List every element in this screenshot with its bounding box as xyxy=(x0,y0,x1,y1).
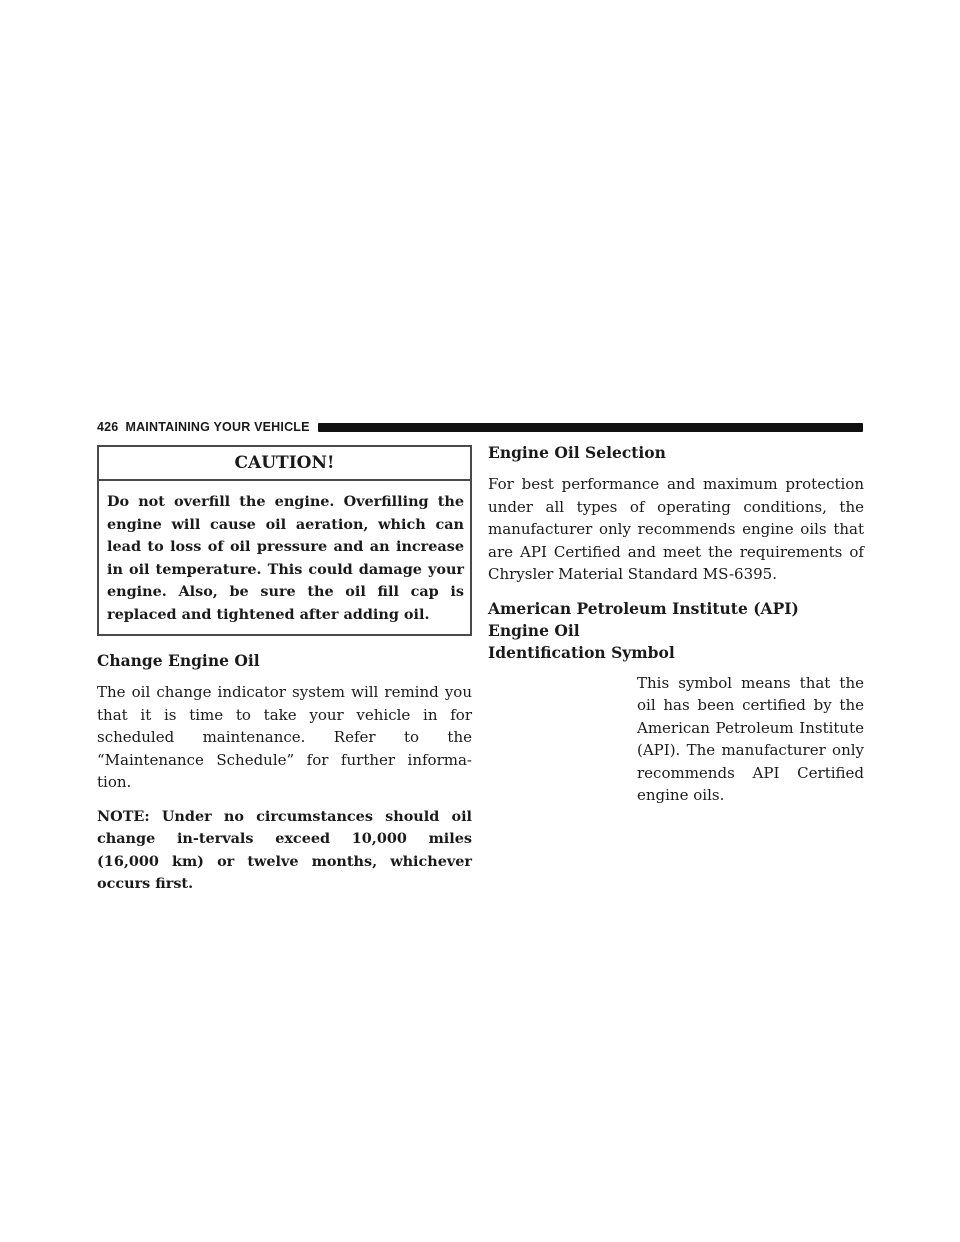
api-heading-line1: American Petroleum Institute (API) Engine Oil xyxy=(488,598,799,640)
oil-selection-text: For best performance and maximum protection under all types of operating conditions, the manufacturer only recommends engine oils that are API Certified and meet the requirements of Chrysler Material Standard MS-6395. xyxy=(488,475,864,583)
header-rule xyxy=(318,423,863,432)
caution-box xyxy=(97,445,472,636)
change-oil-heading: Change Engine Oil xyxy=(97,651,260,670)
api-text: This symbol means that the oil has been certified by the American Petroleum Institute (API). The manufacturer only recommends API Certified engine oils. xyxy=(637,673,864,804)
page-header xyxy=(97,418,863,436)
caution-text: Do not overfill the engine. Overfilling the engine will cause oil aeration, which can lead to loss of oil pressure and an increase in oil temperature. This could damage your engine. Also, be sure the oil fill cap is replaced and tightened after adding oil. xyxy=(107,493,464,623)
page-number: 426 xyxy=(97,420,119,434)
section-title: MAINTAINING YOUR VEHICLE xyxy=(125,420,310,434)
change-oil-text: The oil change indicator system will remind you that it is time to take your vehicle in for scheduled maintenance. Refer to the “Maintenance Schedule” for further informa-tion. xyxy=(97,683,472,791)
caution-title: CAUTION! xyxy=(99,447,470,481)
api-symbol-area xyxy=(488,672,618,792)
api-heading-line2: Identification Symbol xyxy=(488,642,675,662)
oil-selection-heading: Engine Oil Selection xyxy=(488,443,666,462)
api-block xyxy=(488,672,864,802)
right-column xyxy=(488,442,864,802)
left-column xyxy=(97,445,472,896)
change-oil-note: NOTE: Under no circumstances should oil change in-tervals exceed 10,000 miles (16,000 km) or twelve months, whichever occurs first. xyxy=(97,807,472,892)
